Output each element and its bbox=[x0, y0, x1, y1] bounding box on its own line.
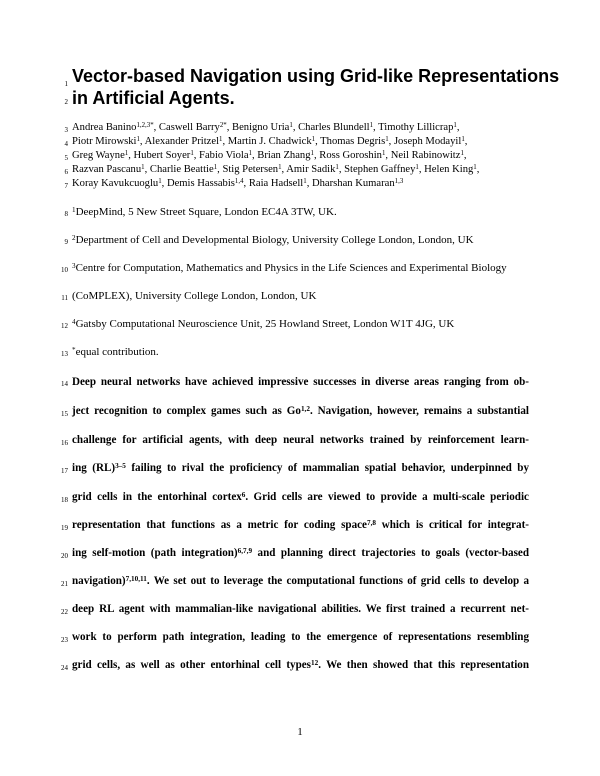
affiliation-text: Gatsby Computational Neuroscience Unit, 25 Howland Street, London W1T 4JG, UK bbox=[75, 318, 455, 330]
equal-contribution-note bbox=[72, 346, 159, 358]
separator: , bbox=[226, 122, 232, 133]
affiliation-mark: 4 bbox=[72, 317, 76, 326]
separator: , bbox=[315, 136, 321, 147]
author-name: Razvan Pascanu bbox=[72, 164, 142, 175]
separator: , bbox=[456, 122, 460, 133]
separator: , bbox=[161, 178, 167, 189]
line-number: 7 bbox=[64, 182, 68, 190]
line-number: 2 bbox=[64, 98, 68, 106]
line-number: 10 bbox=[61, 266, 68, 274]
author-affiliation-mark: 1 bbox=[136, 135, 140, 143]
affiliation-text: Department of Cell and Developmental Biology, University College London, London, UK bbox=[75, 234, 474, 246]
author-affiliation-mark: 1 bbox=[158, 177, 162, 185]
author-line bbox=[72, 178, 403, 189]
abstract-text: and planning direct trajectories to goals (vector-based bbox=[252, 547, 529, 559]
line-number: 17 bbox=[61, 467, 68, 475]
abstract-text: . Navigation, however, remains a substantial bbox=[309, 405, 529, 417]
author-name: Joseph Modayil bbox=[393, 136, 462, 147]
author-affiliation-mark: 1,3 bbox=[394, 177, 404, 185]
line-number: 8 bbox=[64, 210, 68, 218]
author-name: Dharshan Kumaran bbox=[311, 178, 395, 189]
author-name: Demis Hassabis bbox=[166, 178, 235, 189]
abstract-line bbox=[72, 659, 529, 671]
line-number: 15 bbox=[61, 410, 68, 418]
abstract-text: ject recognition to complex games such as Go bbox=[72, 405, 301, 417]
line-number: 5 bbox=[64, 154, 68, 162]
line-number: 6 bbox=[64, 168, 68, 176]
abstract-text: representation that functions as a metric for coding space bbox=[72, 519, 367, 531]
citation-mark: 6,7,9 bbox=[237, 546, 253, 555]
author-affiliation-mark: 1 bbox=[190, 149, 194, 157]
author-affiliation-mark: 1 bbox=[124, 149, 129, 157]
author-name: Alexander Pritzel bbox=[144, 136, 220, 147]
citation-mark: 6 bbox=[241, 490, 246, 499]
separator: , bbox=[251, 150, 258, 161]
author-name: Stig Petersen bbox=[222, 164, 279, 175]
abstract-line bbox=[72, 519, 529, 531]
affiliation-text: equal contribution. bbox=[75, 346, 159, 358]
line-number: 24 bbox=[61, 664, 68, 672]
affiliation-text: DeepMind, 5 New Street Square, London EC4A 3TW, UK. bbox=[75, 206, 337, 218]
author-name: Caswell Barry bbox=[158, 122, 220, 133]
abstract-text: work to perform path integration, leading to the emergence of representations resembling bbox=[72, 631, 529, 643]
abstract-text: deep RL agent with mammalian-like navigational abilities. We first trained a recurrent net- bbox=[72, 603, 529, 615]
author-affiliation-mark: 1 bbox=[385, 135, 389, 143]
author-name: Andrea Banino bbox=[72, 122, 137, 133]
author-name: Brian Zhang bbox=[257, 150, 311, 161]
affiliation-2 bbox=[72, 234, 474, 246]
abstract-line bbox=[72, 547, 529, 559]
author-affiliation-mark: 1 bbox=[381, 149, 386, 157]
author-affiliation-mark: 1 bbox=[461, 135, 465, 143]
line-number: 14 bbox=[61, 380, 68, 388]
affiliation-mark: 1 bbox=[72, 205, 76, 214]
affiliation-3-continued: (CoMPLEX), University College London, London, UK bbox=[72, 290, 317, 302]
citation-mark: 7,10,11 bbox=[125, 574, 147, 583]
author-affiliation-mark: 1 bbox=[415, 163, 419, 171]
separator: , bbox=[139, 136, 145, 147]
paper-title-line-1: Vector-based Navigation using Grid-like Representations bbox=[72, 66, 560, 86]
abstract-line bbox=[72, 631, 529, 643]
author-affiliation-mark: 1 bbox=[278, 163, 282, 171]
separator: , bbox=[338, 164, 345, 175]
author-name: Thomas Degris bbox=[320, 136, 386, 147]
abstract-line bbox=[72, 376, 529, 388]
affiliation-text: Centre for Computation, Mathematics and Physics in the Life Sciences and Experimental Biology bbox=[75, 262, 507, 274]
citation-mark: 12 bbox=[311, 658, 319, 667]
abstract-line bbox=[72, 603, 529, 615]
abstract-line bbox=[72, 491, 529, 503]
separator: , bbox=[222, 136, 228, 147]
separator: , bbox=[217, 164, 223, 175]
author-affiliation-mark: 1 bbox=[335, 163, 339, 171]
separator: , bbox=[281, 164, 287, 175]
author-name: Timothy Lillicrap bbox=[378, 122, 454, 133]
line-number: 9 bbox=[64, 238, 68, 246]
separator: , bbox=[243, 178, 249, 189]
line-number: 18 bbox=[61, 496, 68, 504]
affiliation-1 bbox=[72, 206, 337, 218]
author-affiliation-mark: 1 bbox=[453, 121, 457, 129]
author-affiliation-mark: 1 bbox=[213, 163, 218, 171]
author-name: Hubert Soyer bbox=[133, 150, 191, 161]
author-affiliation-mark: 1 bbox=[248, 149, 252, 157]
separator: , bbox=[313, 150, 320, 161]
author-name: Raia Hadsell bbox=[248, 178, 304, 189]
abstract-text: failing to rival the proficiency of mammalian spatial behavior, underpinned by bbox=[125, 462, 530, 474]
author-name: Piotr Mirowski bbox=[72, 136, 137, 147]
author-affiliation-mark: 1 bbox=[473, 163, 477, 171]
line-number: 20 bbox=[61, 552, 68, 560]
abstract-text: . Grid cells are viewed to provide a multi-scale periodic bbox=[245, 491, 529, 503]
affiliation-3 bbox=[72, 262, 507, 274]
line-number: 19 bbox=[61, 524, 68, 532]
separator: , bbox=[418, 164, 425, 175]
separator: , bbox=[476, 164, 480, 175]
abstract-line bbox=[72, 434, 529, 446]
abstract-line bbox=[72, 405, 529, 417]
author-name: Ross Goroshin bbox=[319, 150, 382, 161]
author-name: Benigno Uria bbox=[232, 122, 290, 133]
line-number: 1 bbox=[64, 80, 68, 88]
author-name: Neil Rabinowitz bbox=[390, 150, 461, 161]
author-name: Charlie Beattie bbox=[149, 164, 214, 175]
separator: , bbox=[373, 122, 379, 133]
separator: , bbox=[385, 150, 391, 161]
line-number: 12 bbox=[61, 322, 68, 330]
author-line bbox=[72, 164, 479, 175]
abstract-text: . We set out to leverage the computational functions of grid cells to develop a bbox=[146, 575, 529, 587]
author-name: Helen King bbox=[424, 164, 474, 175]
abstract-text: ing (RL) bbox=[72, 462, 116, 474]
affiliation-mark: * bbox=[72, 345, 76, 354]
abstract-line bbox=[72, 575, 529, 587]
separator: , bbox=[153, 122, 159, 133]
affiliation-mark: 2 bbox=[72, 233, 76, 242]
abstract-text: ing self-motion (path integration) bbox=[72, 547, 238, 559]
page-number: 1 bbox=[297, 726, 303, 738]
line-number: 13 bbox=[61, 350, 68, 358]
abstract-line bbox=[72, 462, 529, 474]
abstract-text: grid cells in the entorhinal cortex bbox=[72, 491, 242, 503]
separator: , bbox=[128, 150, 134, 161]
line-number: 11 bbox=[61, 294, 68, 302]
affiliation-mark: 3 bbox=[72, 261, 76, 270]
citation-mark: 3–5 bbox=[115, 461, 126, 470]
author-name: Martin J. Chadwick bbox=[227, 136, 312, 147]
line-number: 23 bbox=[61, 636, 68, 644]
abstract-text: which is critical for integrat- bbox=[375, 519, 529, 531]
author-name: Amir Sadik bbox=[286, 164, 336, 175]
line-number: 22 bbox=[61, 608, 68, 616]
author-affiliation-mark: 1 bbox=[289, 121, 293, 129]
separator: , bbox=[306, 178, 312, 189]
line-number: 3 bbox=[64, 126, 68, 134]
author-line bbox=[72, 122, 460, 133]
separator: , bbox=[388, 136, 394, 147]
separator: , bbox=[144, 164, 150, 175]
abstract-text: navigation) bbox=[72, 575, 126, 587]
author-name: Charles Blundell bbox=[298, 122, 370, 133]
separator: , bbox=[463, 150, 467, 161]
citation-mark: 1,2 bbox=[300, 404, 310, 413]
author-line bbox=[72, 150, 467, 161]
author-affiliation-mark: 1 bbox=[303, 177, 307, 185]
author-affiliation-mark: 1 bbox=[311, 135, 316, 143]
separator: , bbox=[193, 150, 200, 161]
abstract-text: Deep neural networks have achieved impressive successes in diverse areas ranging from ob- bbox=[72, 376, 529, 388]
abstract-text: . We then showed that this representation bbox=[318, 659, 529, 671]
separator: , bbox=[464, 136, 468, 147]
affiliation-4 bbox=[72, 318, 454, 330]
line-number: 4 bbox=[64, 140, 68, 148]
author-affiliation-mark: 1 bbox=[460, 149, 464, 157]
author-affiliation-mark: 1 bbox=[310, 149, 314, 157]
author-affiliation-mark: 1 bbox=[219, 135, 223, 143]
author-name: Greg Wayne bbox=[72, 150, 125, 161]
author-affiliation-mark: 1,2,3* bbox=[136, 121, 154, 129]
line-number: 21 bbox=[61, 580, 68, 588]
author-affiliation-mark: 2* bbox=[219, 121, 227, 129]
citation-mark: 7,8 bbox=[366, 518, 376, 527]
author-name: Koray Kavukcuoglu bbox=[72, 178, 159, 189]
author-affiliation-mark: 1 bbox=[369, 121, 374, 129]
separator: , bbox=[292, 122, 299, 133]
abstract-text: challenge for artificial agents, with deep neural networks trained by reinforcement learn- bbox=[72, 434, 529, 446]
author-affiliation-mark: 1,4 bbox=[234, 177, 244, 185]
paper-title-line-2: in Artificial Agents. bbox=[72, 88, 235, 108]
line-number: 16 bbox=[61, 439, 68, 447]
author-name: Stephen Gaffney bbox=[344, 164, 416, 175]
author-line bbox=[72, 136, 467, 147]
abstract-text: grid cells, as well as other entorhinal cell types bbox=[72, 659, 311, 671]
author-affiliation-mark: 1 bbox=[141, 163, 145, 171]
author-name: Fabio Viola bbox=[199, 150, 249, 161]
